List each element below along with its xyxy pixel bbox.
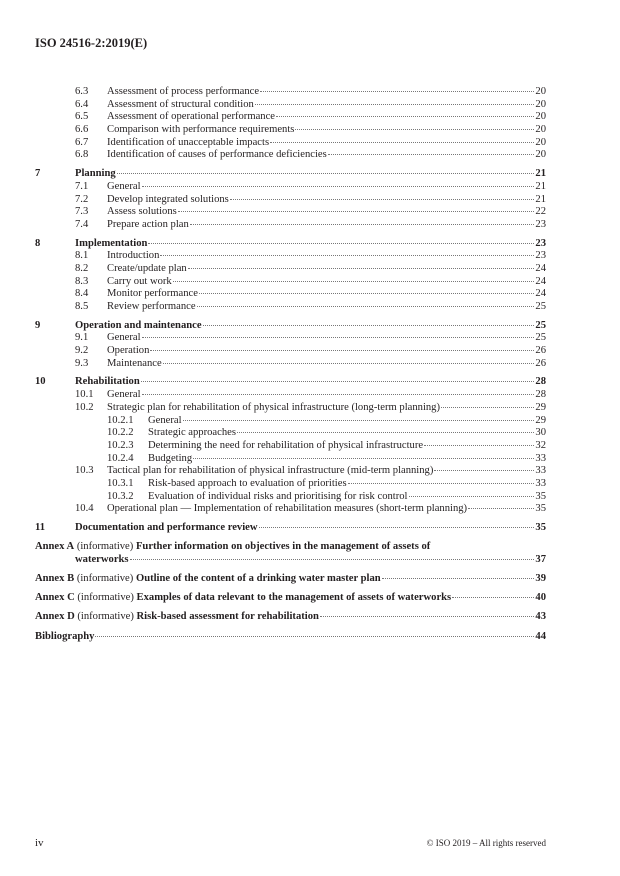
dot-leader xyxy=(188,268,535,269)
dot-leader xyxy=(424,445,534,446)
toc-entry[interactable] xyxy=(35,181,546,194)
dot-leader xyxy=(409,496,535,497)
toc-entry[interactable] xyxy=(35,358,546,371)
page-number: 26 xyxy=(535,357,546,369)
page-number: 44 xyxy=(535,630,546,642)
toc-entry[interactable] xyxy=(35,288,546,301)
annex-label: Annex A xyxy=(35,541,75,553)
toc-entry[interactable] xyxy=(35,491,546,504)
page-number: 20 xyxy=(535,98,546,110)
toc-entry[interactable] xyxy=(35,440,546,453)
annex-line xyxy=(35,573,546,586)
section-number: 10.2.4 xyxy=(107,452,134,464)
toc-entry[interactable] xyxy=(35,376,546,389)
section-title: Maintenance xyxy=(107,357,162,369)
page-number: 32 xyxy=(535,439,546,451)
bibliography-line xyxy=(35,631,546,644)
toc-entry[interactable] xyxy=(35,478,546,491)
section-number: 7.4 xyxy=(75,218,89,230)
annex-line xyxy=(35,592,546,605)
page-number: 23 xyxy=(535,237,546,249)
page-number: 23 xyxy=(535,218,546,230)
page-number: 20 xyxy=(535,111,546,123)
section-title: Assessment of process performance xyxy=(107,86,260,97)
page-number: 29 xyxy=(535,401,546,413)
section-title: Planning xyxy=(75,168,116,180)
toc-entry[interactable] xyxy=(35,99,546,112)
toc-entry[interactable] xyxy=(35,206,546,219)
section-title: Operational plan — Implementation of rehabilitation measures (short-term planning) xyxy=(107,503,468,515)
section-number: 9.1 xyxy=(75,332,89,344)
section-number: 9 xyxy=(35,319,41,331)
section-number: 10.2.1 xyxy=(107,414,134,426)
dot-leader xyxy=(160,255,534,256)
page-number: 26 xyxy=(535,345,546,357)
section-title: Introduction xyxy=(107,250,160,262)
page-number: 24 xyxy=(535,288,546,300)
page-number: 33 xyxy=(535,452,546,464)
section-title: Identification of causes of performance deficiencies xyxy=(107,149,327,161)
annex-entry[interactable] xyxy=(35,611,546,624)
toc-entry[interactable] xyxy=(35,238,546,251)
section-number: 8.4 xyxy=(75,288,89,300)
dot-leader xyxy=(255,104,535,105)
toc-entry[interactable] xyxy=(35,522,546,535)
toc-entry[interactable] xyxy=(35,276,546,289)
dot-leader xyxy=(230,199,535,200)
dot-leader xyxy=(452,597,534,598)
page-number: 24 xyxy=(535,275,546,287)
page-number: 39 xyxy=(535,573,546,585)
section-number: 9.3 xyxy=(75,357,89,369)
section-number: 11 xyxy=(35,522,46,533)
toc-entry[interactable] xyxy=(35,111,546,124)
dot-leader xyxy=(193,458,534,459)
section-number: 10 xyxy=(35,376,46,388)
annex-title: Outline of the content of a drinking water master plan xyxy=(135,573,381,585)
annex-line xyxy=(35,611,546,624)
section-title: Evaluation of individual risks and prioritising for risk control xyxy=(148,490,408,502)
section-number: 10.3.2 xyxy=(107,490,134,502)
section-number: 8.2 xyxy=(75,262,89,274)
dot-leader xyxy=(173,281,535,282)
toc-entry[interactable] xyxy=(35,124,546,137)
toc-entry[interactable] xyxy=(35,301,546,314)
dot-leader xyxy=(237,432,534,433)
section-title: Develop integrated solutions xyxy=(107,193,229,205)
dot-leader xyxy=(276,116,534,117)
toc-entry[interactable] xyxy=(35,263,546,276)
annex-entry[interactable] xyxy=(35,541,546,566)
bibliography-entry[interactable] xyxy=(35,631,546,644)
dot-leader xyxy=(199,293,535,294)
page-number: 40 xyxy=(535,592,546,604)
section-number: 7.1 xyxy=(75,180,89,192)
toc-entry[interactable] xyxy=(35,149,546,162)
dot-leader xyxy=(148,243,534,244)
section-title: Prepare action plan xyxy=(107,218,189,230)
section-title: Identification of unacceptable impacts xyxy=(107,136,270,148)
section-number: 10.2.2 xyxy=(107,427,134,439)
page-number: 20 xyxy=(535,124,546,136)
section-number: 6.7 xyxy=(75,136,89,148)
section-title: Strategic plan for rehabilitation of physical infrastructure (long-term planning) xyxy=(107,401,441,413)
section-number: 7.3 xyxy=(75,206,89,218)
dot-leader xyxy=(117,173,535,174)
section-title: Assessment of operational performance xyxy=(107,111,275,123)
page-number: 22 xyxy=(535,206,546,218)
section-title: Comparison with performance requirements xyxy=(107,124,295,136)
toc-entry[interactable] xyxy=(35,194,546,207)
annex-line-continued xyxy=(35,554,546,567)
dot-leader xyxy=(95,636,534,637)
dot-leader xyxy=(434,470,534,471)
page-number: 25 xyxy=(535,332,546,344)
page-number: 29 xyxy=(535,414,546,426)
annex-label: Annex D xyxy=(35,611,75,623)
section-title: General xyxy=(107,389,141,401)
section-number: 6.8 xyxy=(75,149,89,161)
section-number: 10.2 xyxy=(75,401,94,413)
section-title: Determining the need for rehabilitation of physical infrastructure xyxy=(148,439,424,451)
copyright-notice: © ISO 2019 – All rights reserved xyxy=(426,838,546,848)
page-number: 23 xyxy=(535,250,546,262)
toc-entry[interactable] xyxy=(35,453,546,466)
page-number: 35 xyxy=(535,522,546,533)
toc-entry[interactable] xyxy=(35,250,546,263)
section-title: Documentation and performance review xyxy=(75,522,258,533)
section-number: 10.3.1 xyxy=(107,477,134,489)
section-number: 10.4 xyxy=(75,503,94,515)
page-number: 21 xyxy=(535,180,546,192)
annex-label: Annex C xyxy=(35,592,75,604)
annex-title: Risk-based assessment for rehabilitation xyxy=(136,611,319,623)
page-number: 43 xyxy=(535,611,546,623)
section-title: Risk-based approach to evaluation of priorities xyxy=(148,477,347,489)
toc-entry[interactable] xyxy=(35,402,546,415)
page-number: 21 xyxy=(535,168,546,180)
page-number: 33 xyxy=(535,477,546,489)
section-title: Operation xyxy=(107,345,150,357)
toc-entry[interactable] xyxy=(35,415,546,428)
toc-entry[interactable] xyxy=(35,427,546,440)
section-number: 6.3 xyxy=(75,86,89,97)
section-number: 8.3 xyxy=(75,275,89,287)
dot-leader xyxy=(295,129,534,130)
dot-leader xyxy=(382,578,535,579)
section-title: General xyxy=(107,180,141,192)
toc-entry[interactable] xyxy=(35,345,546,358)
dot-leader xyxy=(260,91,534,92)
annex-title: Examples of data relevant to the management of assets of waterworks xyxy=(136,592,452,604)
page-number: 28 xyxy=(535,389,546,401)
dot-leader xyxy=(130,559,535,560)
section-title: Assess solutions xyxy=(107,206,177,218)
page-number: iv xyxy=(35,837,44,849)
toc-entry[interactable] xyxy=(35,168,546,181)
section-number: 7 xyxy=(35,168,41,180)
page-number: 25 xyxy=(535,319,546,331)
dot-leader xyxy=(468,508,534,509)
page-number: 20 xyxy=(535,149,546,161)
document-id-header: ISO 24516-2:2019(E) xyxy=(35,36,148,50)
section-title: Budgeting xyxy=(148,452,193,464)
toc-entry[interactable] xyxy=(35,219,546,232)
section-number: 9.2 xyxy=(75,345,89,357)
page-number: 25 xyxy=(535,301,546,312)
section-title: Implementation xyxy=(75,237,148,249)
dot-leader xyxy=(270,142,534,143)
toc-entry[interactable] xyxy=(35,320,546,333)
dot-leader xyxy=(328,154,535,155)
section-number: 8.5 xyxy=(75,301,89,312)
dot-leader xyxy=(190,224,535,225)
page-number: 30 xyxy=(535,427,546,439)
toc-entry[interactable] xyxy=(35,86,546,99)
bibliography-title: Bibliography xyxy=(35,630,95,642)
page-number: 20 xyxy=(535,136,546,148)
dot-leader xyxy=(150,350,534,351)
page-number: 35 xyxy=(535,490,546,502)
section-title: Create/update plan xyxy=(107,262,187,274)
annex-title-continued: waterworks xyxy=(75,553,129,565)
page-number: 35 xyxy=(535,503,546,515)
section-title: Operation and maintenance xyxy=(75,319,202,331)
section-title: Review performance xyxy=(107,301,196,312)
dot-leader xyxy=(197,306,535,307)
toc-entry[interactable] xyxy=(35,389,546,402)
section-title: Tactical plan for rehabilitation of physical infrastructure (mid-term planning) xyxy=(107,465,434,477)
section-number: 8 xyxy=(35,237,41,249)
toc-entry[interactable] xyxy=(35,503,546,516)
table-of-contents xyxy=(35,86,546,643)
annex-type: (informative) xyxy=(76,573,134,585)
section-title: Carry out work xyxy=(107,275,172,287)
annex-type: (informative) xyxy=(77,611,134,623)
toc-entry[interactable] xyxy=(35,332,546,345)
section-number: 6.4 xyxy=(75,98,89,110)
page-number: 37 xyxy=(535,553,546,565)
annex-entry[interactable] xyxy=(35,573,546,586)
dot-leader xyxy=(142,394,535,395)
section-number: 10.1 xyxy=(75,389,94,401)
section-number: 10.3 xyxy=(75,465,94,477)
section-number: 10.2.3 xyxy=(107,439,134,451)
annex-line xyxy=(35,541,546,554)
dot-leader xyxy=(163,363,535,364)
dot-leader xyxy=(441,407,534,408)
section-title: Assessment of structural condition xyxy=(107,98,254,110)
section-title: Strategic approaches xyxy=(148,427,236,439)
page-number: 21 xyxy=(535,193,546,205)
dot-leader xyxy=(320,616,535,617)
section-number: 6.6 xyxy=(75,124,89,136)
page-number: 24 xyxy=(535,262,546,274)
annex-label: Annex B xyxy=(35,573,75,585)
section-title: General xyxy=(148,414,182,426)
dot-leader xyxy=(259,527,535,528)
dot-leader xyxy=(141,381,535,382)
section-title: Rehabilitation xyxy=(75,376,140,388)
page-number: 28 xyxy=(535,376,546,388)
toc-entry[interactable] xyxy=(35,465,546,478)
toc-entry[interactable] xyxy=(35,137,546,150)
dot-leader xyxy=(142,337,535,338)
dot-leader xyxy=(142,186,535,187)
annex-type: (informative) xyxy=(76,541,134,553)
section-number: 8.1 xyxy=(75,250,89,262)
section-title: Monitor performance xyxy=(107,288,198,300)
section-title: General xyxy=(107,332,141,344)
dot-leader xyxy=(178,211,535,212)
page-number: 20 xyxy=(535,86,546,97)
dot-leader xyxy=(183,420,535,421)
section-number: 6.5 xyxy=(75,111,89,123)
annex-entry[interactable] xyxy=(35,592,546,605)
section-number: 7.2 xyxy=(75,193,89,205)
dot-leader xyxy=(348,483,535,484)
page-number: 33 xyxy=(535,465,546,477)
dot-leader xyxy=(203,325,535,326)
annex-type: (informative) xyxy=(77,592,134,604)
annex-title: Further information on objectives in the management of assets of xyxy=(135,541,431,553)
